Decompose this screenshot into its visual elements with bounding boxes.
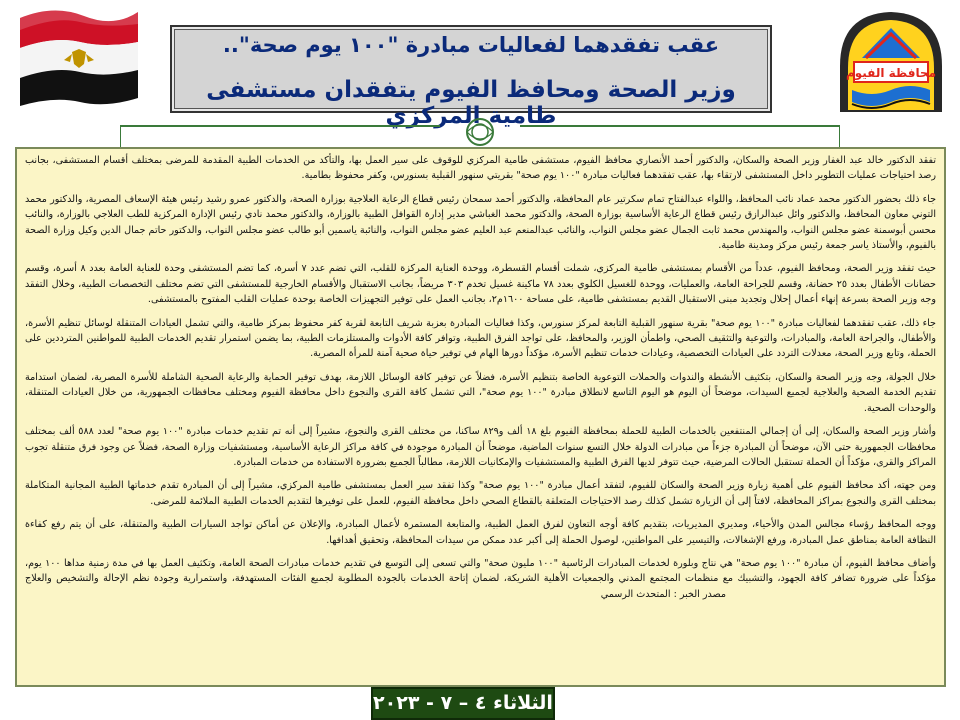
date-banner: الثلاثاء ٤ – ٧ - ٢٠٢٣ (371, 687, 555, 720)
article-paragraph: ومن جهته، أكد محافظ الفيوم على أهمية زيارة وزير الصحة والسكان للفيوم، لتفقد أعمال مبادرة "١٠٠ يوم صحة" وكذا تفقد سير العمل بمستشفى طامية المركزي، مشيراً إلى أن المبادرة تقدم خدماتها الطبية المجانية المتكاملة بمختلف القرى والنجوع بمراكز المحافظة، لافتاً إلى أن الزيارة تشمل كذلك رصد الاحتياجات المتعلقة بالقطاع الصحي داخل محافظة الفيوم، للعمل على توفيرها لتقديم الخدمات الطبية الملائمة للمرضى. (25, 480, 936, 507)
article-body (15, 147, 946, 687)
news-source: مصدر الخبر : المتحدث الرسمي (600, 588, 726, 600)
article-paragraph: حيث تفقد وزير الصحة، ومحافظ الفيوم، عدداً من الأقسام بمستشفى طامية المركزي، شملت أقسام القسطرة، ووحدة العناية المركزة للقلب، التي تضم عدد ٧ أسرة، كما تضم المستشفى وحدة للعناية العامة بعدد ٨ أسرة، وقسم حضانات الأطفال بعدد ٢٥ حضانة، وقسم للجراحة العامة، والعمليات، ووحدة للغسيل الكلوي بعدد ٧٨ ماكينة غسيل تخدم ٣٠٣ مريضاً، بجانب الاستقبال والأقسام الخارجية للمستشفى التي تضم مختلف التخصصات الطبية، وخلال التفقد وجه وزير الصحة بسرعة إنهاء أعمال إحلال وتجديد مبنى الاستقبال القديم بمستشفى طامية، على مساحة ١٦٠٠م٢، بجانب العمل على توفير التجهيزات الخاصة بوحدة عمليات القلب المفتوح بالمستشفى. (25, 263, 936, 306)
headline-line-2: وزير الصحة ومحافظ الفيوم يتفقدان مستشفى طامية المركزي (206, 77, 736, 129)
article-paragraph: خلال الجولة، وجه وزير الصحة والسكان، بتكثيف الأنشطة والندوات والحملات التوعوية الخاصة بتنظيم الأسرة، فضلاً عن توفير كافة الوسائل اللازمة، بهدف توفير الحماية والرعاية الصحية الشاملة للأسرة المصرية، لضمان استدامة تقديم الخدمة الصحية والعلاجية لجميع السيدات، موضحاً أن اليوم هو اليوم التاسع لانطلاق مبادرة "١٠٠ يوم صحة"، التي تشمل كافة القرى والنجوع داخل محافظة الفيوم ومختلف محافظات الجمهورية، من خلال العيادات المتنقلة، والوحدات الصحية. (25, 371, 936, 414)
article-paragraph: جاء ذلك، عقب تفقدهما لفعاليات مبادرة "١٠٠ يوم صحة" بقرية سنهور القبلية التابعة لمركز سنورس، وكذا فعاليات المبادرة بعزبة شريف التابعة لقرية كفر محفوظ بمركز طامية، والتي تشمل العيادات المتنقلة لوسائل تنظيم الأسرة، والأطفال، والجراحة العامة، والمبادرات، والتوعية والتثقيف الصحي، واطمأن الوزير، والمحافظ، على تواجد الفرق الطبية، وتوافر كافة الأدوات والمستلزمات الطبية، بما يضمن استمرار تقديم الخدمات الطبية للمواطنين المترددين على الحملة، وتابع وزير الصحة، معدلات التردد على العيادات التخصصية، وعيادات خدمات تنظيم الأسرة، مؤكداً دورها الهام في توفير حياة صحية آمنة للمرأة المصرية. (25, 317, 936, 360)
article-paragraph-text: وأضاف محافظ الفيوم، أن مبادرة "١٠٠ يوم صحة" هي نتاج وبلورة لخدمات المبادرات الرئاسية "١٠٠ مليون صحة" والتي تسعى إلى التوسع في تقديم خدمات مبادرات الصحة العامة، وتكثيف العمل بها في مدة زمنية مداها ١٠٠ يوم، مؤكداً على ضرورة تضافر كافة الجهود، والتشبيك مع منظمات المجتمع المدني والجمعيات الأهلية الشريكة، لضمان إتاحة الخدمات بالجودة المطلوبة لجميع الفئات المستهدفة، واستمرارية وجودة نظم الإحالة والتشخيص والعلاج (25, 557, 936, 585)
egypt-flag-icon (14, 4, 142, 106)
headline-box (170, 25, 772, 129)
article-paragraph: تفقد الدكتور خالد عبد الغفار وزير الصحة والسكان، والدكتور أحمد الأنصاري محافظ الفيوم، مستشفى طامية المركزي للوقوف على سير العمل بها، والتأكد من الخدمات الطبية المقدمة للمرضى بمختلف أقسام المستشفى، بجانب رصد احتياجات عمليات التطوير داخل المستشفى لارتقاء بها، عقب تفقدهما فعاليات مبادرة "١٠٠ يوم صحة" بقريتي سنهور القبلية بسنورس، وكفر محفوظ بطامية. (25, 155, 936, 182)
article-paragraph: وأشار وزير الصحة والسكان، إلى أن إجمالي المنتفعين بالخدمات الطبية للحملة بمحافظة الفيوم بلغ ١٨ ألف و٨٢٩ ساكنا، من مختلف القرى والنجوع، مشيراً إلى أنه تم تقديم خدمات مبادرة "١٠٠ يوم صحة" لعدد ٥٨٨ ألف بمختلف محافظات الجمهورية حتى الآن، موضحاً أن المبادرة جزءاً من مبادرات الدولة خلال التسع سنوات الماضية، موضحاً أن المبادرة موجودة في كافة مراكز الرعاية الأساسية، ومستشفيات وزارة الصحة، فضلاً عن وجود فرق متنقلة تجوب المراكز والقرى، مؤكداً أن الحملة تستقبل الحالات المرضية، حيث تتوفر لديها الفرق الطبية والمستشفيات والإمكانيات اللازمة، مطالباً الجميع بضرورة الاستفادة من خدمات المبادرة. (25, 426, 936, 468)
headline-line-1: عقب تفقدهما لفعاليات مبادرة "١٠٠ يوم صحة".. (222, 33, 720, 57)
ornament-divider (120, 118, 840, 148)
article-paragraph: ووجه المحافظ رؤساء مجالس المدن والأحياء، ومديري المديريات، بتقديم كافة أوجه التعاون لفرق العمل الطبية، والمتابعة المستمرة لأعمال المبادرة، والإعلان عن أماكن تواجد السيارات الطبية والمتنقلة، على أن يتم رفع كفاءة النظافة العامة بمناطق عمل المبادرة، ورفع الإشغالات، والتيسير على المواطنين، لوصول الحملة إلى أكبر عدد ممكن من سيدات المحافظة، وتحقيق أهدافها. (25, 519, 936, 546)
article-paragraph: جاء ذلك بحضور الدكتور محمد عماد نائب المحافظ، واللواء عبدالفتاح تمام سكرتير عام المحافظة، والدكتور أحمد سمحان رئيس قطاع الرعاية العلاجية بوزارة الصحة، والدكتور عمرو رشيد رئيس هيئة الإسعاف المصرية، والدكتور محمد التوني معاون المحافظ، والدكتور وائل عبدالرازق رئيس قطاع الرعاية الأساسية بوزارة الصحة، والدكتور محمد الغباشي مدير إدارة القوافل الطبية بالوزارة، والدكتور محمد نادي رئيس الإدارة المركزية للطب العلاجي بالوزارة، والنائب محسن أبوسمنة عضو مجلس النواب، والمهندس محمد ثابت الجمال عضو مجلس النواب، والنائب عبدالمنعم عبد العليم عضو مجلس النواب، والنائبة ياسمين أبو طالب عضو مجلس النواب، والدكتور حاتم جمال الدين وكيل وزارة الصحة بالفيوم، والأستاذ ياسر جمعة رئيس مركز ومدينة طامية. (25, 193, 936, 252)
logo-text: محافظة الفيوم (845, 66, 937, 80)
fayoum-logo-icon (832, 6, 950, 118)
ornament-icon (467, 119, 493, 145)
article-paragraph (25, 556, 936, 602)
